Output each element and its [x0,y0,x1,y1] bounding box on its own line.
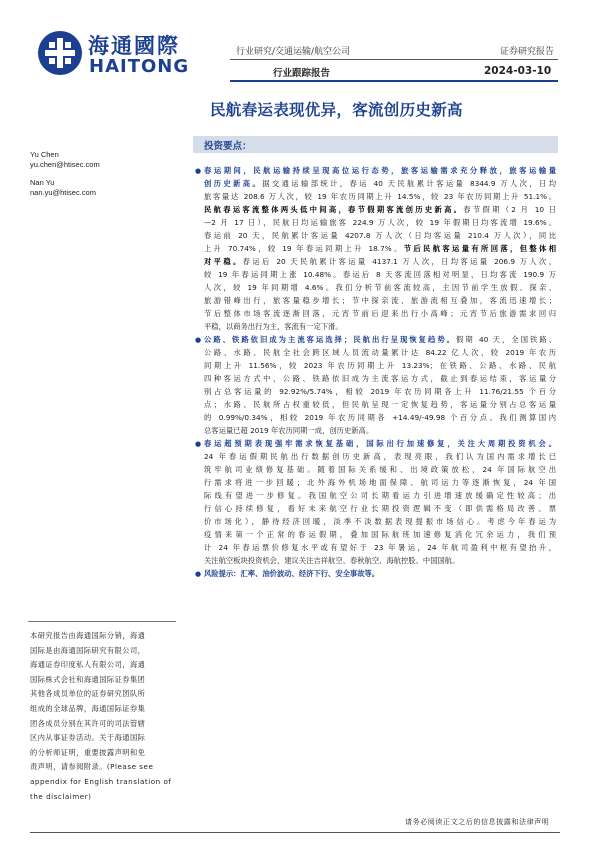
body-text: 公路、水路、民航全社会跨区域人员流动量累计达 84.22 亿人次，较 2019 年农历 [204,348,556,357]
body-text: 上升 70.74%，较 19 年春运同期上升 18.7%。 [204,244,404,253]
body-text: 价市场化），静待经济回暖，淡季不淡数据表现提振市场信心。考虑今年春运为 [204,517,556,526]
body-text: 疫情来第一个正常的春运假期，叠加国际航班加速修复消化冗余运力，我们预 [204,530,556,539]
paragraph-line [204,216,556,229]
header-rule-accent [230,80,558,82]
body-text: 的 0.99%/0.34%，相较 2019 年农历同期各 +14.49/-49.98 个百分点。我们测算国内 [204,413,556,422]
disclaimer-line: 其他各成员单位的证券研究团队所 [30,689,146,699]
disclaimer-line: 海通证券印度私人有限公司，海通 [30,660,146,670]
author-name: Nan Yu [30,178,55,187]
paragraph-line [204,294,556,307]
highlight-text: 春运期间，民航运输持续呈现高位运行态势，旅客运输需求充分释放，旅客运输量 [204,166,556,175]
paragraph-line [204,554,556,567]
paragraph-line [204,502,556,515]
disclaimer-line: 国际是由海通国际研究有限公司， [30,645,146,655]
highlight-text: 节后民航客运量有所回落，但整体相 [403,244,556,253]
bullet-icon: ● [195,440,202,448]
disclaimer-rule [28,621,176,622]
highlight-text: 民航春运客流整体两头低中间高，春节假期客流创历史新高。 [204,205,464,214]
paragraph-line [204,476,556,489]
body-text: 行信心持续修复，看好未来航空行业长期投资逻辑不变（即供需格局改善、票 [204,504,556,513]
body-text: 筑牢航司业绩修复基础。随着国际关系缓和、出境政策放松，24 年国际航空出 [204,465,556,474]
paragraph-line [204,424,556,437]
footer-rule [30,832,560,833]
disclaimer-line: the disclaimer) [30,791,92,801]
paragraph-line [204,190,556,203]
paragraph-line [204,268,556,281]
author-email[interactable]: nan.yu@htisec.com [30,188,96,197]
body-text: 旅客量达 208.6 万人次，较 19 年农历同期上升 14.5%，较 23 年农历同期上升 51.1%。 [204,192,556,201]
paragraph-line [204,203,556,216]
industry-category: 行业研究/交通运输/航空公司 [236,47,351,57]
body-text: 际线有望进一步修复。我国航空公司长期看运力引进增速放缓确定性较高；出 [204,491,556,500]
highlight-text: 风险提示：汇率、油价波动、经济下行、安全事故等。 [204,569,380,578]
disclaimer-line: 本研究报告由海通国际分销，海通 [30,631,146,640]
body-text: 24 年春运假期民航出行数据创历史新高，表现亮眼，我们认为国内需求增长已 [204,452,556,461]
disclaimer-line: 团各成员分别在其许可的司法管辖 [30,718,146,728]
paragraph-line [204,372,556,385]
report-type: 行业跟踪报告 [273,68,331,79]
body-text: 别占总客运量的 92.92%/5.74%，相较 2019 年农历同期各上升 11.76/21.55 个百分 [204,387,556,396]
paragraph-line [204,242,556,255]
body-text: —2 月 17 日），民航日均运输旅客 224.9 万人次，较 19 年假期日均客流增 19.6%。 [204,218,556,227]
body-text: 假期 40 天，全国铁路、 [456,335,556,344]
highlight-text: 春运超预期表现强牢需求恢复基础，国际出行加速修复，关注大周期投资机会。 [204,439,556,448]
paragraph-line [204,450,556,463]
paragraph-line [204,320,556,333]
paragraph-line [204,398,556,411]
paragraph [204,333,556,437]
paragraph [204,567,556,580]
author-email[interactable]: yu.chen@htisec.com [30,160,100,169]
highlight-text: 创历史新高。 [204,179,263,188]
body-text: 据交通运输部统计，春运 40 天民航累计客运量 8344.9 万人次，日均 [262,179,556,188]
report-label: 证券研究报告 [500,47,555,57]
body-text: 春节假期（2 月 10 日 [463,205,556,214]
paragraph-line [204,177,556,190]
disclaimer-line: 组成的全球品牌，海通国际证券集 [30,703,146,713]
paragraph-line [204,307,556,320]
body-text: 节后整体市场客流逐渐回落，元宵节前后迎来出行小高峰；元宵节后旅游需求回归 [204,309,556,318]
disclaimer-line: appendix for English translation of [30,776,172,786]
paragraph-line [204,528,556,541]
body-text: 旅游错峰出行，旅客量稳步增长；节中探亲流、旅游流相互叠加，客流迅速增长； [204,296,556,305]
disclaimer-line: 国际株式会社和海通国际证券集团 [30,674,146,684]
bullet-icon: ● [195,570,202,578]
body-text: 春运后 20 天民航累计客运量 4137.1 万人次，日均客运量 206.9 万人次， [242,257,556,266]
paragraph-line [204,437,556,450]
paragraph [204,164,556,333]
bullet-icon: ● [195,167,202,175]
disclaimer-line: 责声明，请参阅附录。(Please see [30,762,154,772]
body-text: 行需求将进一步回暖；北外海外机场地面保障、航司运力等逐渐恢复，24 年国 [204,478,556,487]
paragraph-line [204,229,556,242]
highlight-text: 对平稳。 [204,257,243,266]
body-text: 春运前 20 天，民航累计客运量 4207.8 万人次（日均客运量 210.4 万人次），同比 [204,231,556,240]
disclaimer [30,629,172,804]
highlight-text: 公路、铁路依旧成为主流客运选择；民航出行呈现恢复趋势。 [204,335,457,344]
body-text: 人次，较 19 年同期增 4.6%。我们分析节前客流较高，主因节前学生放假、探亲、 [204,283,556,292]
body-text: 计 24 年春运票价修复水平或有望好于 23 年暑运，24 年航司盈利中枢有望抬升， [204,543,556,552]
paragraph-line [204,333,556,346]
key-points-heading: 投资要点： [204,141,252,152]
paragraph-line [204,411,556,424]
header-rule [230,59,558,60]
paragraph-line [204,567,556,580]
paragraph-line [204,463,556,476]
paragraph-line [204,346,556,359]
body-text: 点；水路、民航所占权重较低，但民航呈现一定恢复趋势，客运量分别占总客运量 [204,400,556,409]
paragraph-line [204,281,556,294]
paragraph [204,437,556,567]
paragraph-line [204,489,556,502]
paragraph-line [204,359,556,372]
paragraph-line [204,164,556,177]
paragraph-line [204,515,556,528]
disclaimer-line: 区内从事证券活动。关于海通国际 [30,733,146,743]
disclaimer-line: 的分析师证明，重要披露声明和免 [30,747,146,757]
author-name: Yu Chen [30,150,59,159]
paragraph-line [204,385,556,398]
body-text: 总客运量已超 2019 年农历同期一成，创历史新高。 [204,426,374,435]
body-text: 关注航空板块投资机会，建议关注吉祥航空、春秋航空、海航控股、中国国航。 [204,556,460,565]
body-text: 平稳，以商务出行为主，客流有一定下滑。 [204,322,343,331]
paragraph-line [204,541,556,554]
logo-english-text: HAITONG [89,56,190,77]
footer-notice: 请务必阅读正文之后的信息披露和法律声明 [405,818,550,826]
bullet-icon: ● [195,336,202,344]
report-date: 2024-03-10 [484,65,552,77]
body-text: 四种客运方式中，公路、铁路依旧成为主流客运方式，截止到春运结束，客运量分 [204,374,556,383]
report-title: 民航春运表现优异，客流创历史新高 [210,101,463,119]
haitong-logo-icon [38,31,82,75]
paragraph-line [204,255,556,268]
body-text: 同期上升 11.56%，较 2023 年农历同期上升 13.23%；在铁路、公路、水路、民航 [204,361,556,370]
logo-chinese-text: 海通國際 [88,34,180,58]
body-text: 较 19 年春运同期上涨 10.48%。春运后 8 天客流回落相对明显，日均客流 190.9 万 [204,270,556,279]
